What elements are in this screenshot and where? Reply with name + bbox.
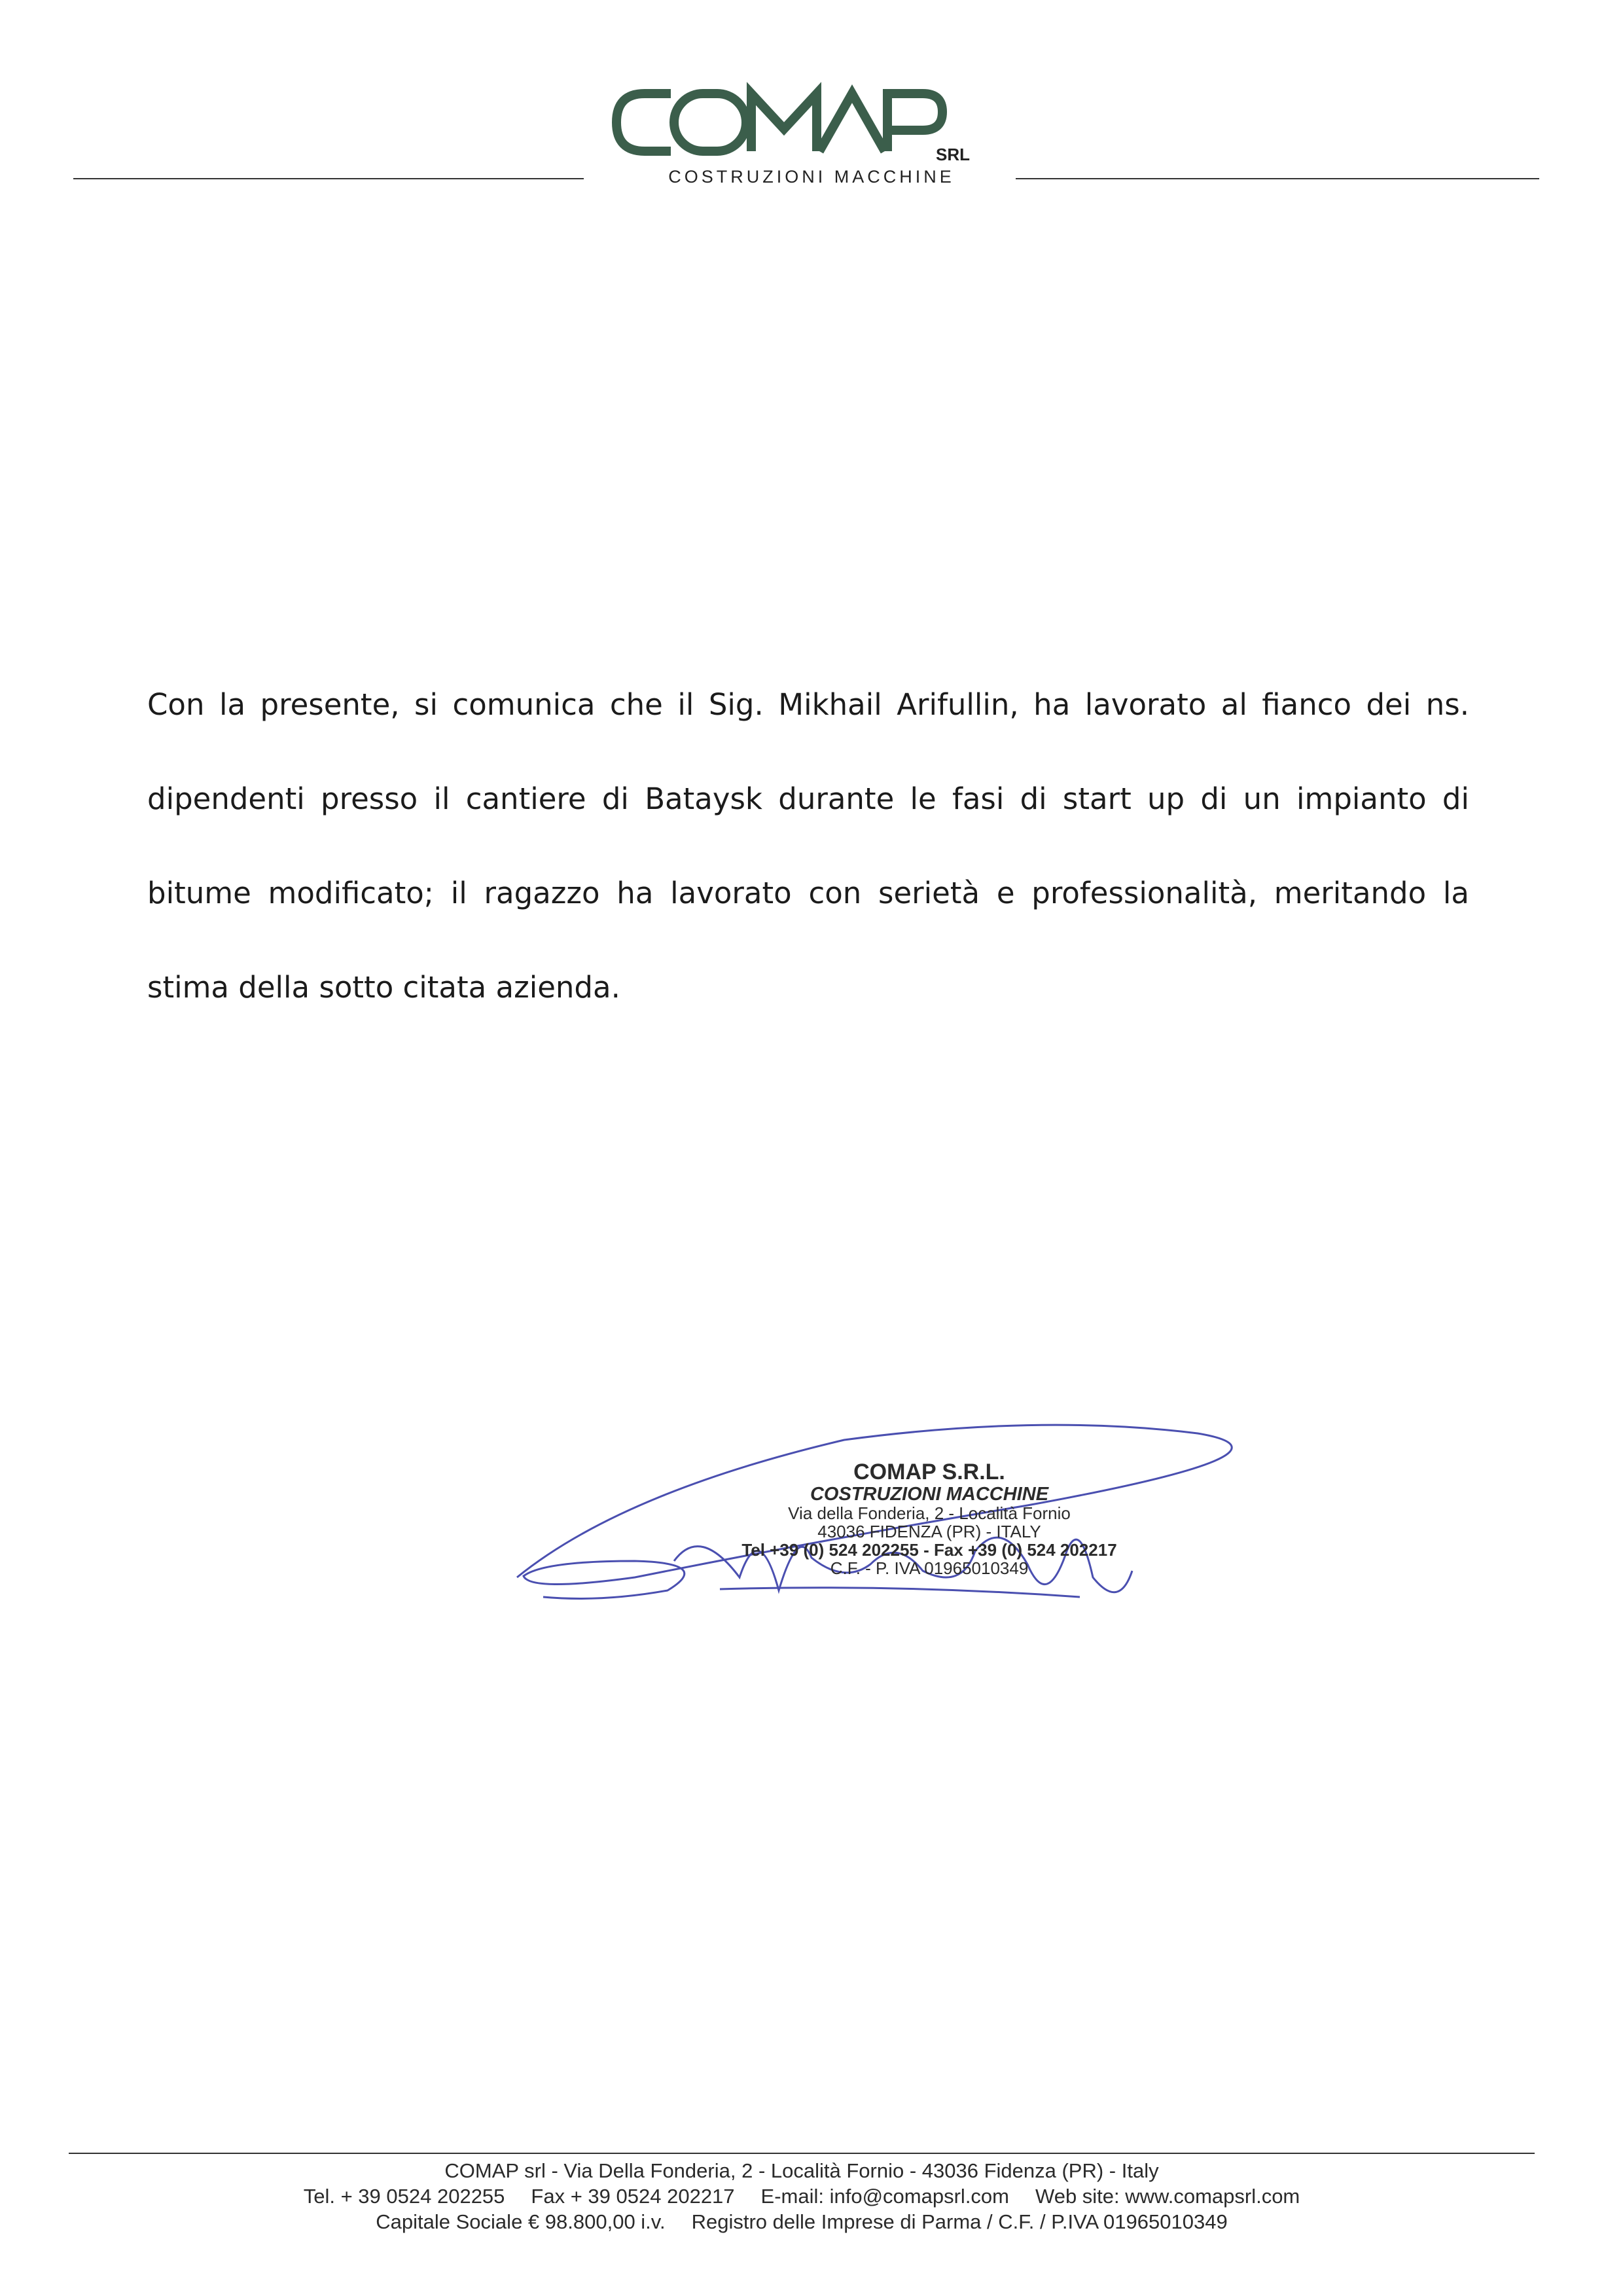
letterhead <box>0 0 1623 196</box>
stamp-subtitle: COSTRUZIONI MACCHINE <box>810 1484 1049 1505</box>
footer <box>69 2158 1535 2234</box>
brand-suffix: SRL <box>936 145 970 164</box>
footer-email: E-mail: info@comapsrl.com <box>760 2185 1009 2208</box>
stamp-company: COMAP S.R.L. <box>853 1460 1005 1484</box>
letterhead-rule-right <box>1016 178 1539 179</box>
footer-legal <box>69 2209 1535 2234</box>
footer-address: COMAP srl - Via Della Fonderia, 2 - Località Fornio - 43036 Fidenza (PR) - Italy <box>444 2159 1159 2182</box>
footer-fax: Fax + 39 0524 202217 <box>531 2185 735 2208</box>
company-stamp <box>635 1460 1224 1577</box>
comap-logo <box>609 82 1014 187</box>
footer-tel: Tel. + 39 0524 202255 <box>303 2185 505 2208</box>
brand-tagline: COSTRUZIONI MACCHINE <box>668 167 955 187</box>
footer-web: Web site: www.comapsrl.com <box>1035 2185 1300 2208</box>
footer-registry: Registro delle Imprese di Parma / C.F. / P.IVA 01965010349 <box>691 2210 1228 2233</box>
letter-paragraph: Con la presente, si comunica che il Sig. Mikhail Arifullin, ha lavorato al fianco dei ns. dipendenti presso il cantiere di Bataysk durante le fasi di start up di un impianto di bitume modificato; il ragazzo ha lavorato con serietà e professionalità, meritando la stima della sotto citata azienda. <box>147 687 1469 1005</box>
footer-capital: Capitale Sociale € 98.800,00 i.v. <box>376 2210 666 2233</box>
letterhead-rule-left <box>73 178 584 179</box>
stamp-address: Via della Fonderia, 2 - Località Fornio <box>788 1503 1071 1523</box>
stamp-tax: C.F. - P. IVA 01965010349 <box>830 1558 1029 1578</box>
stamp-and-signature <box>504 1420 1315 1630</box>
footer-rule <box>69 2153 1535 2154</box>
stamp-city: 43036 FIDENZA (PR) - ITALY <box>817 1522 1041 1541</box>
letter-body <box>147 658 1469 1035</box>
footer-contacts <box>69 2183 1535 2209</box>
stamp-phones: Tel +39 (0) 524 202255 - Fax +39 (0) 524 202217 <box>741 1540 1117 1560</box>
